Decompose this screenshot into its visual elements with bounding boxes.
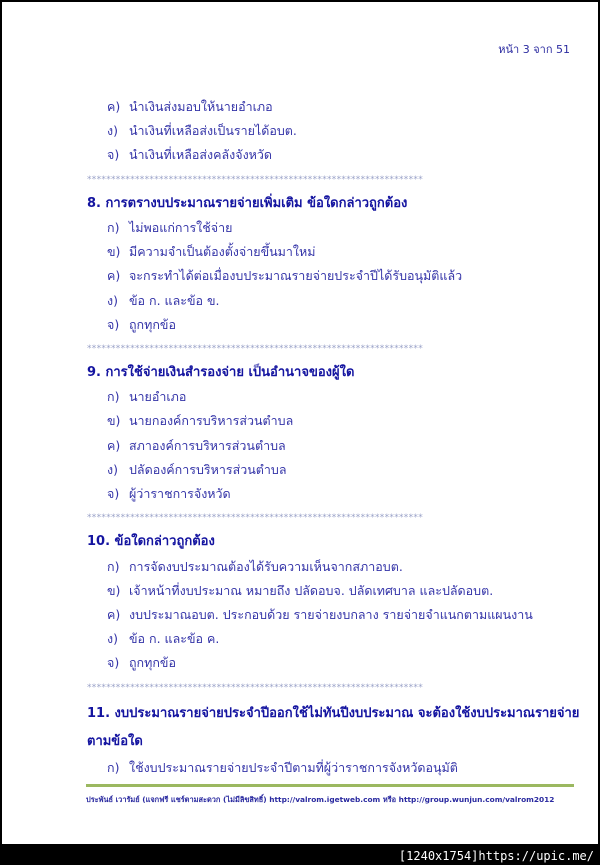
document-page [2, 2, 598, 844]
option [87, 216, 587, 240]
option [87, 458, 587, 482]
option-text: จะกระทำได้ต่อเมื่องบประมาณรายจ่ายประจำปีได้รับอนุมัติแล้ว [128, 268, 463, 284]
option-text: การจัดงบประมาณต้องได้รับความเห็นจากสภาอบต. [128, 558, 403, 574]
option-label: ค) [107, 437, 121, 453]
option-text: สภาองค์การบริหารส่วนตำบล [128, 437, 286, 453]
option [87, 579, 587, 603]
option-text: ข้อ ก. และข้อ ค. [128, 631, 220, 647]
option-label: จ) [107, 486, 120, 501]
option [87, 143, 587, 167]
option-text: ผู้ว่าราชการจังหวัด [128, 486, 231, 501]
option-label: ก) [107, 219, 120, 235]
footer-divider [86, 784, 574, 787]
option-label: จ) [107, 316, 120, 332]
option-label: ข) [107, 244, 121, 260]
image-size-stamp: [1240x1754]https://upic.me/ [398, 849, 594, 863]
option [87, 95, 587, 119]
option [87, 627, 587, 651]
option [87, 651, 587, 675]
option-text: ถูกทุกข้อ [128, 316, 176, 332]
option-label: ง) [107, 631, 118, 647]
separator: ********************************************************************** [87, 682, 423, 693]
option-label: ก) [107, 759, 120, 775]
option-label: จ) [107, 655, 120, 671]
option [87, 385, 587, 409]
option-text: นำเงินที่เหลือส่งคลังจังหวัด [128, 147, 273, 163]
option-text: ใช้งบประมาณรายจ่ายประจำปีตามที่ผู้ว่าราชการจังหวัดอนุมัติ [128, 759, 458, 775]
option-text: ถูกทุกข้อ [128, 655, 176, 671]
option-label: ค) [107, 99, 121, 114]
option [87, 434, 587, 458]
option-label: ก) [107, 389, 120, 405]
option-label: ค) [107, 606, 121, 622]
option-text: นายอำเภอ [128, 389, 187, 405]
option-text: ปลัดองค์การบริหารส่วนตำบล [128, 461, 287, 477]
option [87, 119, 587, 143]
question-title: 10. ข้อใดกล่าวถูกต้อง [87, 534, 215, 550]
option-label: ข) [107, 413, 121, 429]
option-label: ก) [107, 558, 120, 574]
option [87, 409, 587, 433]
option-text: งบประมาณอบต. ประกอบด้วย รายจ่ายงบกลาง รายจ่ายจำแนกตามแผนงาน [128, 606, 533, 622]
option-label: ง) [107, 461, 118, 477]
question-title: 11. งบประมาณรายจ่ายประจำปีออกใช้ไม่ทันปีงบประมาณ จะต้องใช้งบประมาณรายจ่าย [87, 705, 580, 721]
page-number: หน้า 3 จาก 51 [498, 43, 570, 56]
option [87, 603, 587, 627]
option-text: มีความจำเป็นต้องตั้งจ่ายขึ้นมาใหม่ [128, 244, 316, 260]
option [87, 482, 587, 506]
option [87, 313, 587, 337]
option [87, 264, 587, 288]
option [87, 289, 587, 313]
option-text: นำเงินส่งมอบให้นายอำเภอ [128, 99, 273, 114]
option-label: จ) [107, 147, 120, 163]
footer-text: ประพันธ์ เวารัมย์ (แจกฟรี แชร์ตามสะดวก (ไม่มีลิขสิทธิ์) http://valrom.igetweb.com หรือ http://group.wunjun.com/valrom2012 [86, 795, 555, 804]
question-title-continued: ตามข้อใด [87, 733, 143, 749]
option-label: ง) [107, 123, 118, 139]
separator: ********************************************************************** [87, 513, 423, 524]
option-text: ข้อ ก. และข้อ ข. [128, 292, 220, 308]
option-label: ง) [107, 292, 118, 308]
separator: ********************************************************************** [87, 343, 423, 354]
option [87, 240, 587, 264]
question-title: 9. การใช้จ่ายเงินสำรองจ่าย เป็นอำนาจของผู้ใด [87, 365, 355, 381]
option [87, 555, 587, 579]
option [87, 756, 587, 780]
separator: ********************************************************************** [87, 174, 423, 185]
document-body [87, 95, 587, 780]
option-text: เจ้าหน้าที่งบประมาณ หมายถึง ปลัดอบจ. ปลัดเทศบาล และปลัดอบต. [128, 582, 494, 598]
option-text: นายกองค์การบริหารส่วนตำบล [128, 413, 294, 429]
option-label: ข) [107, 582, 121, 598]
question-title: 8. การตรางบประมาณรายจ่ายเพิ่มเติม ข้อใดกล่าวถูกต้อง [87, 195, 408, 211]
option-text: นำเงินที่เหลือส่งเป็นรายได้อบต. [128, 123, 297, 139]
option-label: ค) [107, 268, 121, 284]
option-text: ไม่พอแก่การใช้จ่าย [128, 219, 233, 235]
